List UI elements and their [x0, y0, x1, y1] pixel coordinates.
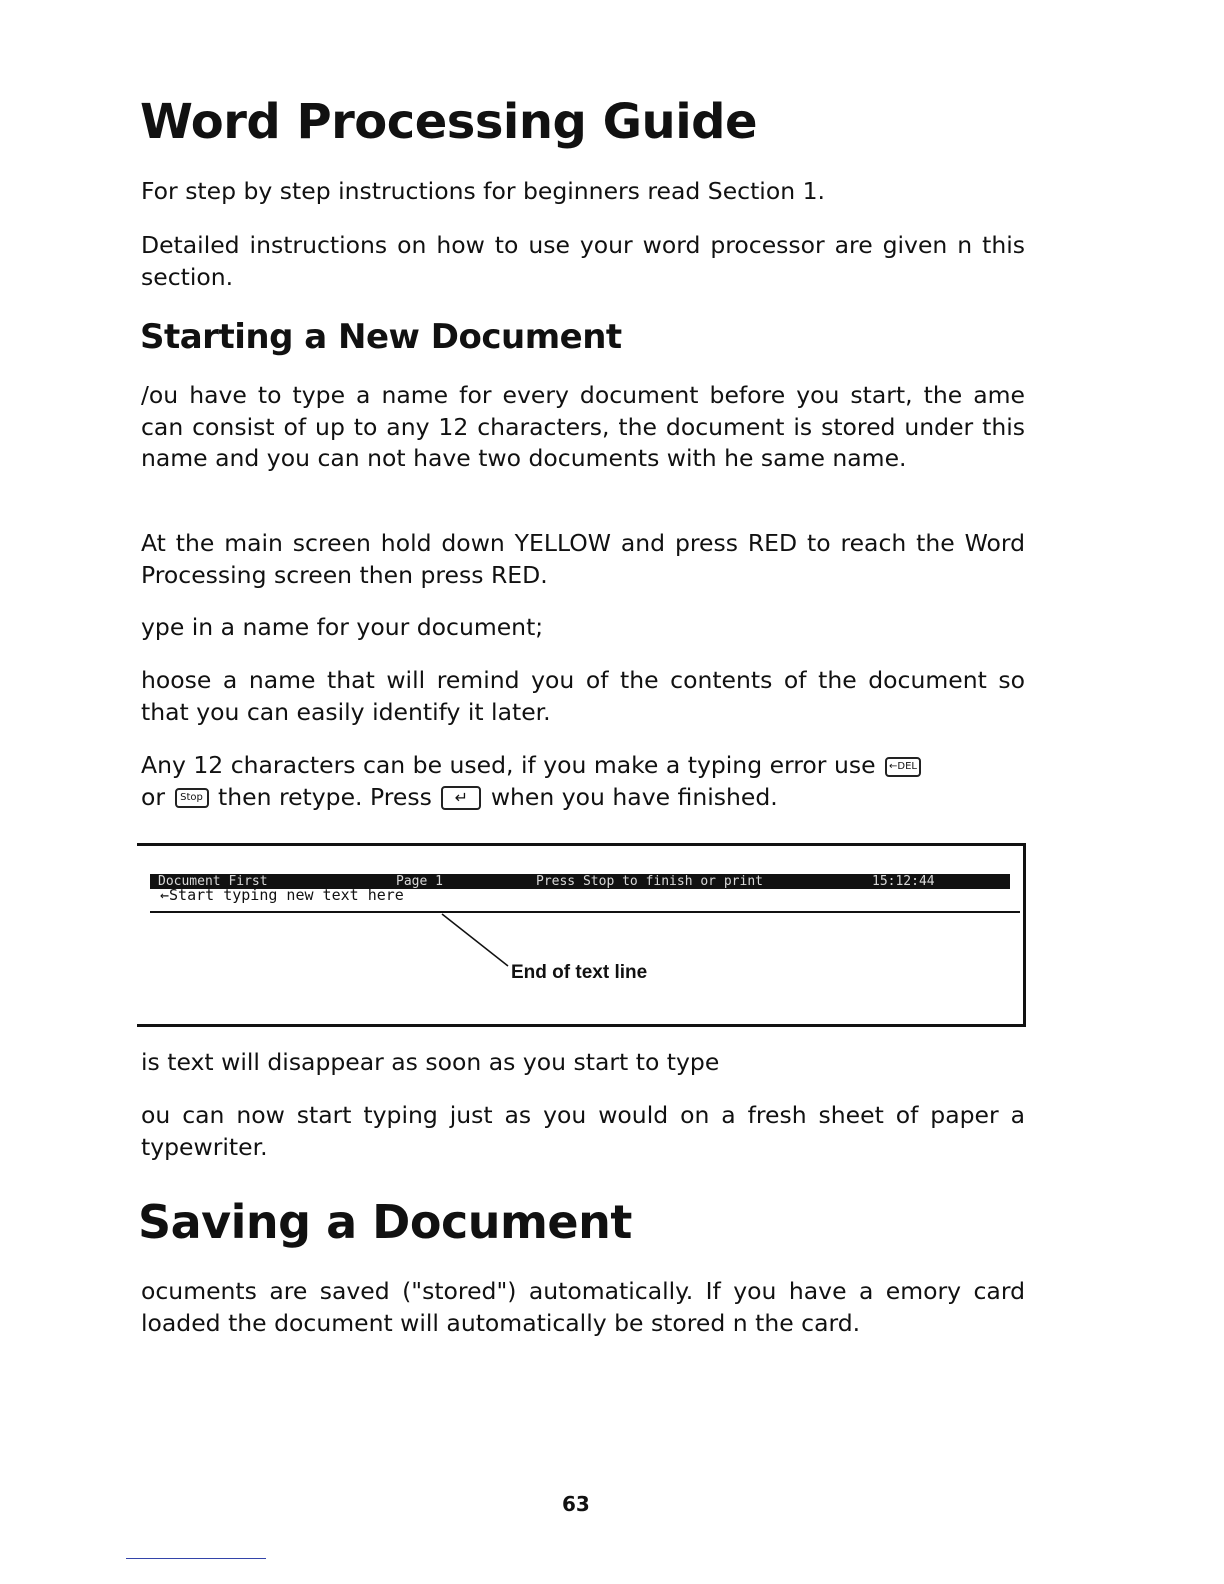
status-page: Page 1 [396, 874, 443, 889]
screen-illustration [137, 843, 1026, 1027]
keys-text-4: when you have finished. [490, 782, 778, 811]
intro-paragraph-2: Detailed instructions on how to use your word processor are given n this section. [141, 231, 1025, 291]
paragraph-main-screen: At the main screen hold down YELLOW and press RED to reach the Word Processing screen then press RED. [141, 529, 1025, 589]
page-title: Word Processing Guide [140, 94, 758, 150]
page-number: 63 [562, 1492, 590, 1516]
stop-key-icon: Stop [175, 788, 209, 808]
paragraph-start-typing: ou can now start typing just as you would on a fresh sheet of paper a typewriter. [141, 1101, 1025, 1161]
callout-label: End of text line [511, 962, 648, 983]
del-key-icon: ←DEL [885, 757, 921, 777]
typing-prompt: ←Start typing new text here [160, 886, 404, 904]
status-document-name: Document First [158, 874, 268, 889]
keys-text-1: Any 12 characters can be used, if you make a typing error use [141, 751, 876, 779]
paragraph-naming: /ou have to type a name for every document before you start, the ame can consist of up to any 12 characters, the document is stored under this name and you can not have two documents with he same name. [141, 381, 1025, 472]
footer-rule [126, 1558, 266, 1559]
paragraph-saving: ocuments are saved ("stored") automatically. If you have a emory card loaded the document will automatically be stored n the card. [141, 1277, 1025, 1337]
status-instruction: Press Stop to finish or print [536, 874, 763, 889]
keys-text-3: then retype. Press [218, 782, 432, 811]
enter-key-icon: ↵ [441, 786, 481, 810]
paragraph-type-name: ype in a name for your document; [141, 613, 544, 641]
section-heading-starting: Starting a New Document [140, 317, 622, 357]
paragraph-disappear: is text will disappear as soon as you start to type [141, 1048, 720, 1076]
paragraph-keys [141, 750, 1025, 813]
status-time: 15:12:44 [872, 874, 935, 889]
end-of-text-line [150, 911, 1020, 913]
keys-text-2: or [141, 782, 166, 811]
callout-arrow [430, 912, 520, 972]
intro-paragraph-1: For step by step instructions for beginners read Section 1. [141, 177, 825, 205]
paragraph-choose-name: hoose a name that will remind you of the contents of the document so that you can easily identify it later. [141, 666, 1025, 726]
section-heading-saving: Saving a Document [138, 1195, 632, 1249]
